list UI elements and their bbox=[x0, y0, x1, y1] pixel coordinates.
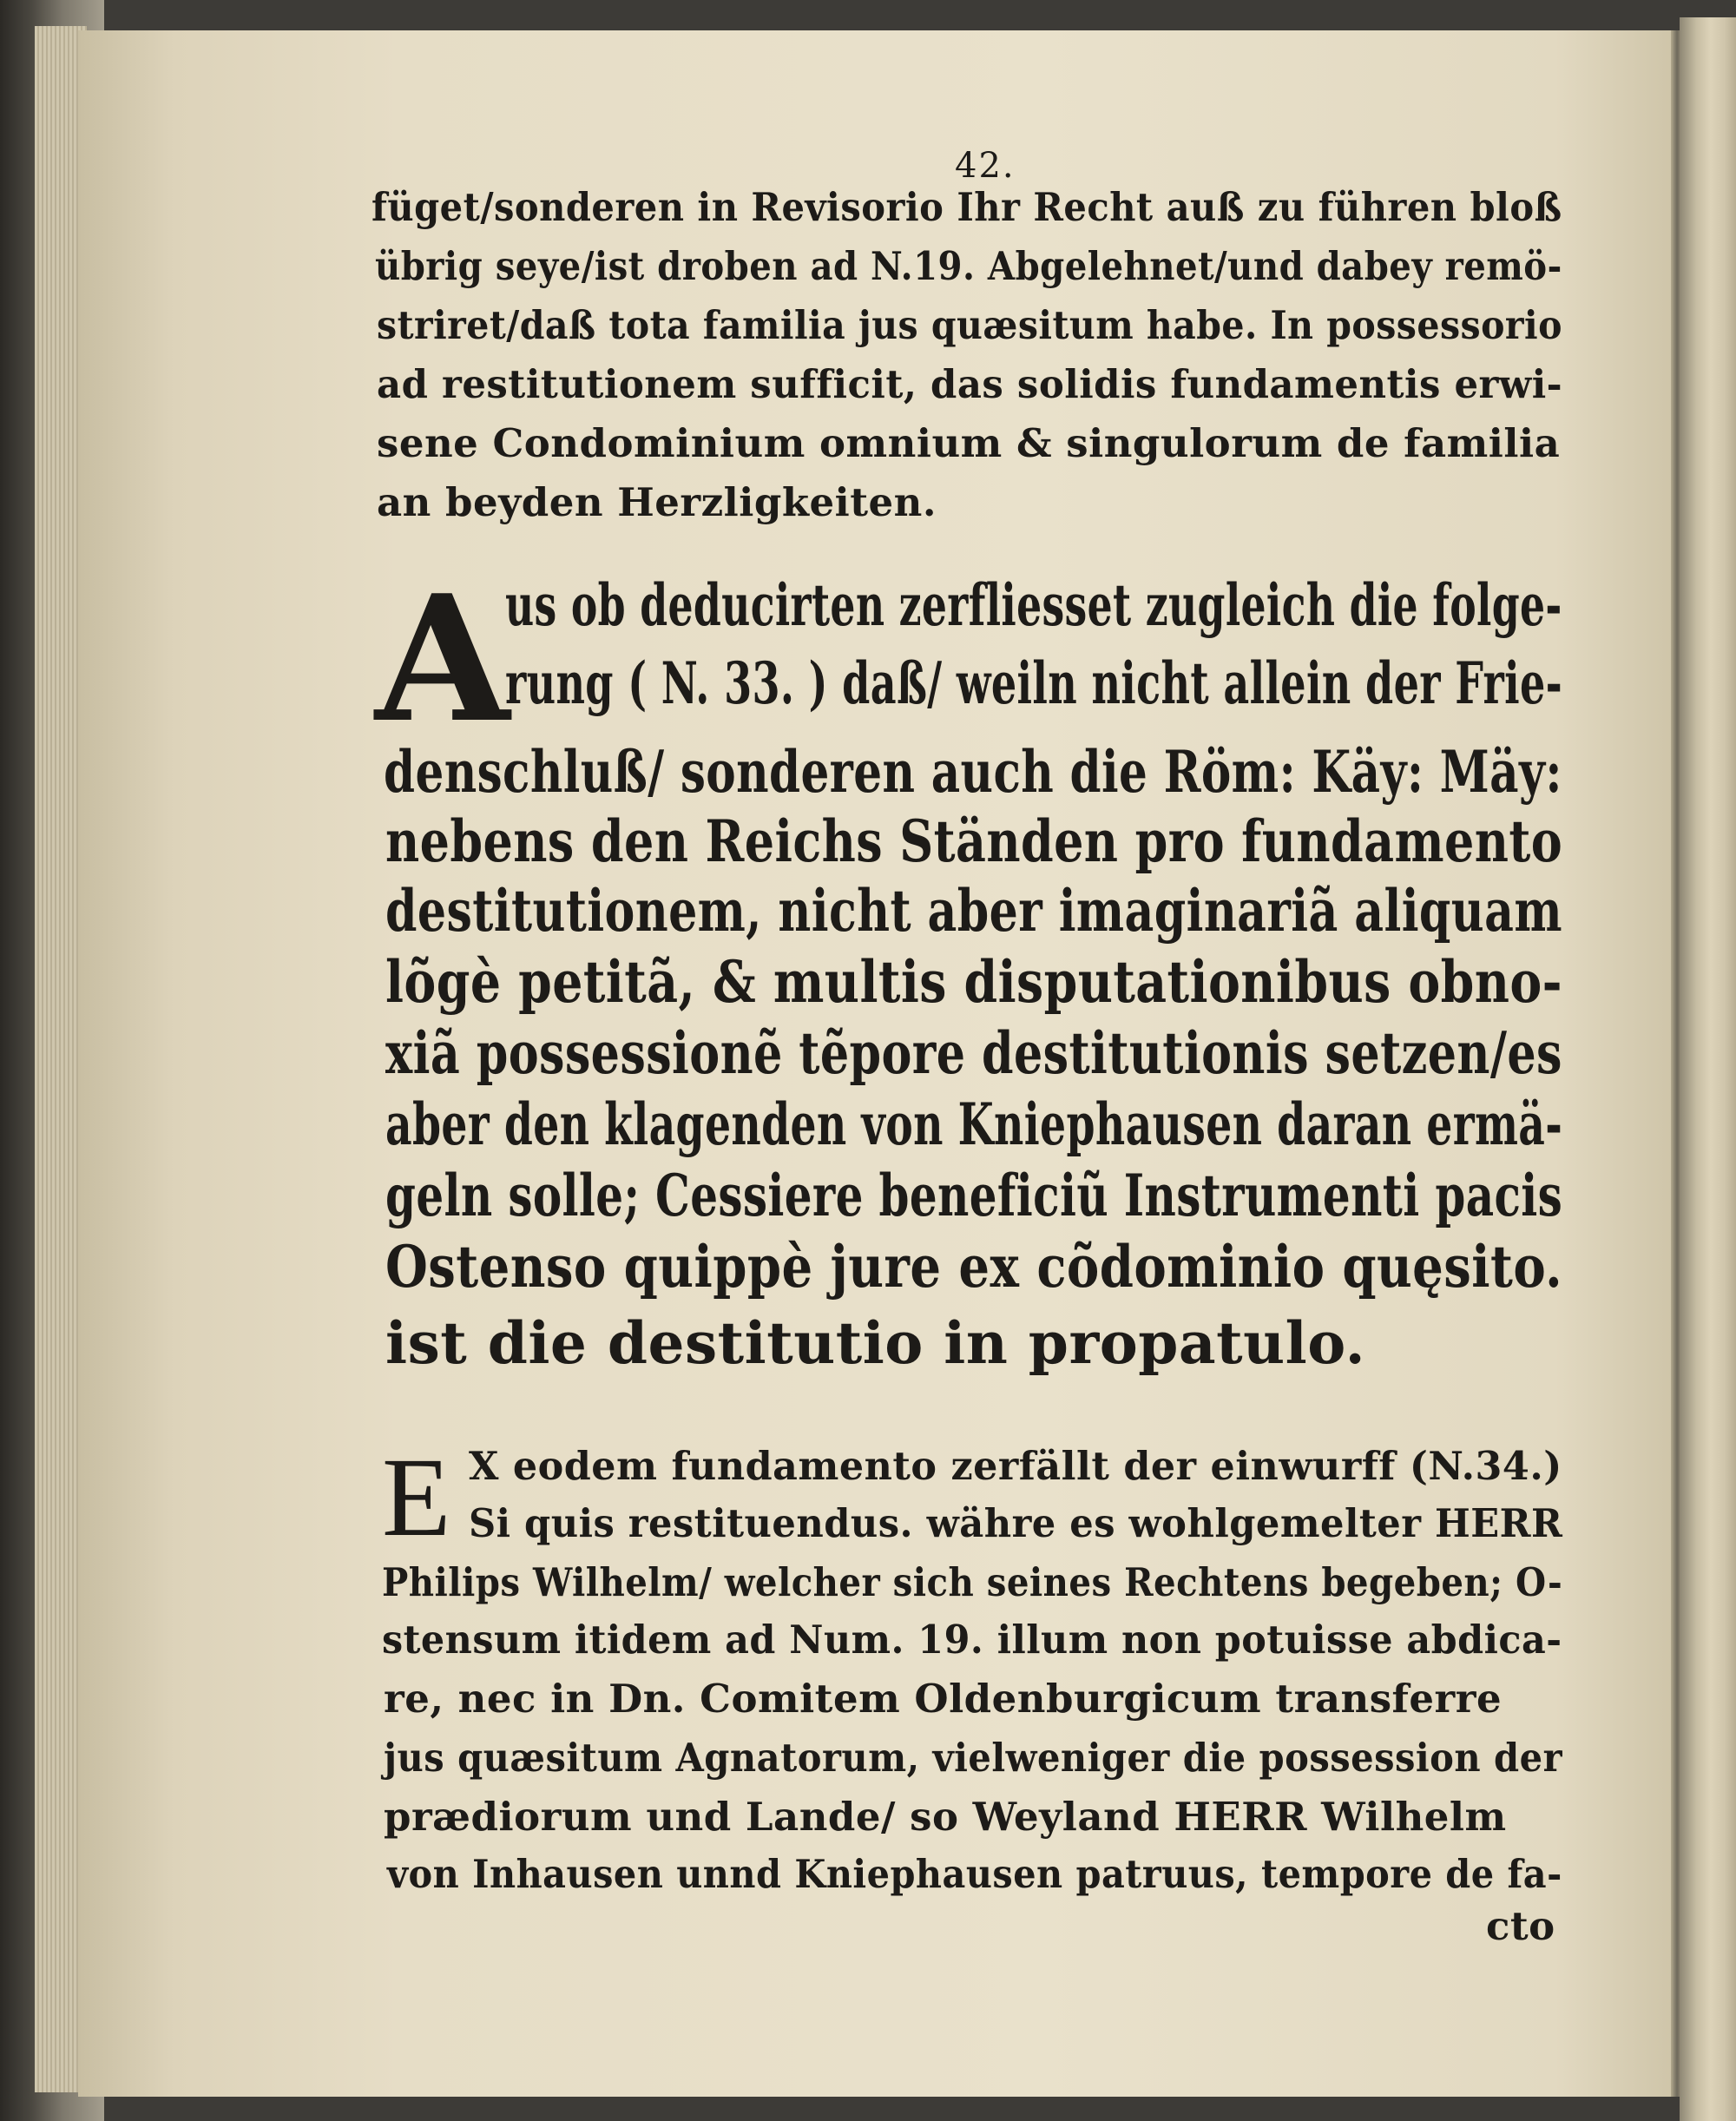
text-line: Philips Wilhelm/ welcher sich seines Rechtens begeben; O- bbox=[382, 1559, 1563, 1605]
text-line: stensum itidem ad Num. 19. illum non potuisse abdica- bbox=[382, 1617, 1562, 1663]
drop-cap-initial: E bbox=[382, 1435, 451, 1560]
text-line: lõgè petitã, & multis disputationibus obno- bbox=[385, 948, 1563, 1016]
text-line: striret/daß tota familia jus quæsitum habe. In possessorio bbox=[377, 302, 1562, 348]
page-number: 42. bbox=[955, 146, 1016, 186]
text-line: prædiorum und Lande/ so Weyland HERR Wilhelm bbox=[384, 1794, 1507, 1840]
text-line: denschluß/ sonderen auch die Röm: Käy: Mäy: bbox=[384, 738, 1562, 806]
text-line: xiã possessionẽ tẽpore destitutionis setzen/es bbox=[385, 1019, 1562, 1087]
text-line: sene Condominium omnium & singulorum de familia bbox=[377, 420, 1561, 466]
text-line: von Inhausen unnd Kniephausen patruus, tempore de fa- bbox=[387, 1851, 1562, 1897]
text-line: ist die destitutio in propatulo. bbox=[385, 1309, 1366, 1377]
text-line: übrig seye/ist droben ad N.19. Abgelehnet/und dabey remö- bbox=[375, 243, 1562, 289]
text-line: füget/sonderen in Revisorio Ihr Recht auß zu führen bloß bbox=[372, 184, 1562, 230]
text-line: nebens den Reichs Ständen pro fundamento bbox=[385, 807, 1563, 875]
text-line: re, nec in Dn. Comitem Oldenburgicum transferre bbox=[384, 1676, 1503, 1722]
text-line: geln solle; Cessiere beneficiũ Instrumenti pacis bbox=[385, 1162, 1563, 1229]
text-line: aber den klagenden von Kniephausen daran ermä- bbox=[385, 1090, 1563, 1158]
text-line: jus quæsitum Agnatorum, vielweniger die possession der bbox=[384, 1735, 1562, 1781]
text-line: destitutionem, nicht aber imaginariã aliquam bbox=[385, 877, 1562, 945]
text-line: rung ( N. 33. ) daß/ weiln nicht allein der Frie- bbox=[505, 649, 1563, 717]
text-line: X eodem fundamento zerfällt der einwurff (N.34.) bbox=[469, 1443, 1562, 1489]
text-line: Si quis restituendus. währe es wohlgemelter HERR bbox=[469, 1500, 1563, 1546]
text-line: ad restitutionem sufficit, das solidis fundamentis erwi- bbox=[377, 361, 1563, 407]
drop-cap-initial: A bbox=[375, 557, 510, 761]
text-line: Ostenso quippè jure ex cõdominio quęsito. bbox=[385, 1233, 1563, 1301]
text-line: us ob deducirten zerfliesset zugleich die folge- bbox=[505, 571, 1562, 639]
text-line: an beyden Herzligkeiten. bbox=[377, 479, 937, 525]
catchword: cto bbox=[1486, 1903, 1555, 1949]
